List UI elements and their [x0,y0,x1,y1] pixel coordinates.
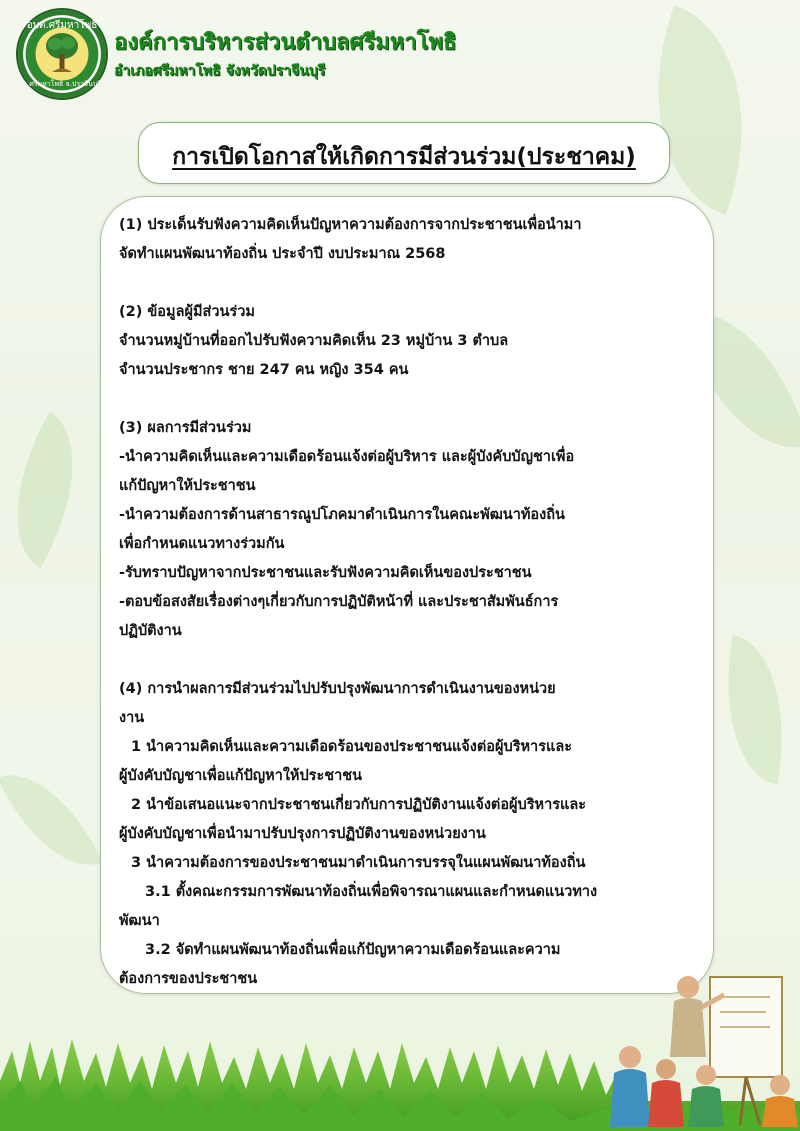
text-line: ปฏิบัติงาน [119,623,182,639]
org-seal-logo [18,10,106,98]
population-line: จำนวนประชากร ชาย 247 คน หญิง 354 คน [119,362,409,378]
text-line: จัดทำแผนพัฒนาท้องถิ่น ประจำปี งบประมาณ 2568 [119,246,446,262]
item-3-1: 3.1 ตั้งคณะกรรมการพัฒนาท้องถิ่นเพื่อพิจารณาแผนและกำหนดแนวทาง [145,884,598,900]
text-line: -รับทราบปัญหาจากประชาชนและรับฟังความคิดเห็นของประชาชน [119,565,532,581]
org-name: องค์การบริหารส่วนตำบลศรีมหาโพธิ [114,30,457,55]
logo-bottom-text: อ.ศรีมหาโพธิ จ.ปราจีนบุรี [22,80,102,88]
background-leaf [0,412,110,568]
item-1: 1 นำความคิดเห็นและความเดือดร้อนของประชาชนแจ้งต่อผู้บริหารและ [131,739,573,755]
background-leaf [708,635,800,785]
background-leaf [0,753,103,887]
text-line: -ตอบข้อสงสัยเรื่องต่างๆเกี่ยวกับการปฏิบัติหน้าที่ และประชาสัมพันธ์การ [119,594,559,610]
section-3-heading: (3) ผลการมีส่วนร่วม [119,420,252,436]
text-line: -นำความคิดเห็นและความเดือดร้อนแจ้งต่อผู้บริหาร และผู้บังคับบัญชาเพื่อ [119,449,575,465]
text-line: ผู้บังคับบัญชาเพื่อนำมาปรับปรุงการปฏิบัติงานของหน่วยงาน [119,826,486,842]
text-line: แก้ปัญหาให้ประชาชน [119,478,256,494]
text-line: ผู้บังคับบัญชาเพื่อแก้ปัญหาให้ประชาชน [119,768,362,784]
section-4-heading: (4) การนำผลการมีส่วนร่วมไปปรับปรุงพัฒนาการดำเนินงานของหน่วย [119,681,556,697]
village-count-line: จำนวนหมู่บ้านที่ออกไปรับฟังความคิดเห็น 23 หมู่บ้าน 3 ตำบล [119,333,509,349]
content-body [119,211,705,994]
page-header [18,10,618,100]
text-line: เพื่อกำหนดแนวทางร่วมกัน [119,536,285,552]
section-2-heading: (2) ข้อมูลผู้มีส่วนร่วม [119,304,255,320]
text-line: พัฒนา [119,913,160,929]
tree-icon [44,32,80,74]
item-2: 2 นำข้อเสนอแนะจากประชาชนเกี่ยวกับการปฏิบัติงานแจ้งต่อผู้บริหารและ [131,797,587,813]
people-meeting-illustration [590,957,800,1127]
text-line: -นำความต้องการด้านสาธารณูปโภคมาดำเนินการในคณะพัฒนาท้องถิ่น [119,507,565,523]
item-3: 3 นำความต้องการของประชาชนมาดำเนินการบรรจุในแผนพัฒนาท้องถิ่น [131,855,586,871]
item-3-2: 3.2 จัดทำแผนพัฒนาท้องถิ่นเพื่อแก้ปัญหาความเดือดร้อนและความ [145,942,561,958]
text-line: งาน [119,710,145,726]
logo-top-text: อบต.ศรีมหาโพธิ [26,20,98,31]
section-1-heading: (1) ประเด็นรับฟังความคิดเห็นปัญหาความต้องการจากประชาชนเพื่อนำมา [119,217,582,233]
org-subtitle: อำเภอศรีมหาโพธิ จังหวัดปราจีนบุรี [114,63,326,79]
page-title: การเปิดโอกาสให้เกิดการมีส่วนร่วม(ประชาคม) [172,144,636,170]
title-box [138,122,670,184]
text-line: ต้องการของประชาชน [119,971,258,987]
content-box [100,196,714,994]
